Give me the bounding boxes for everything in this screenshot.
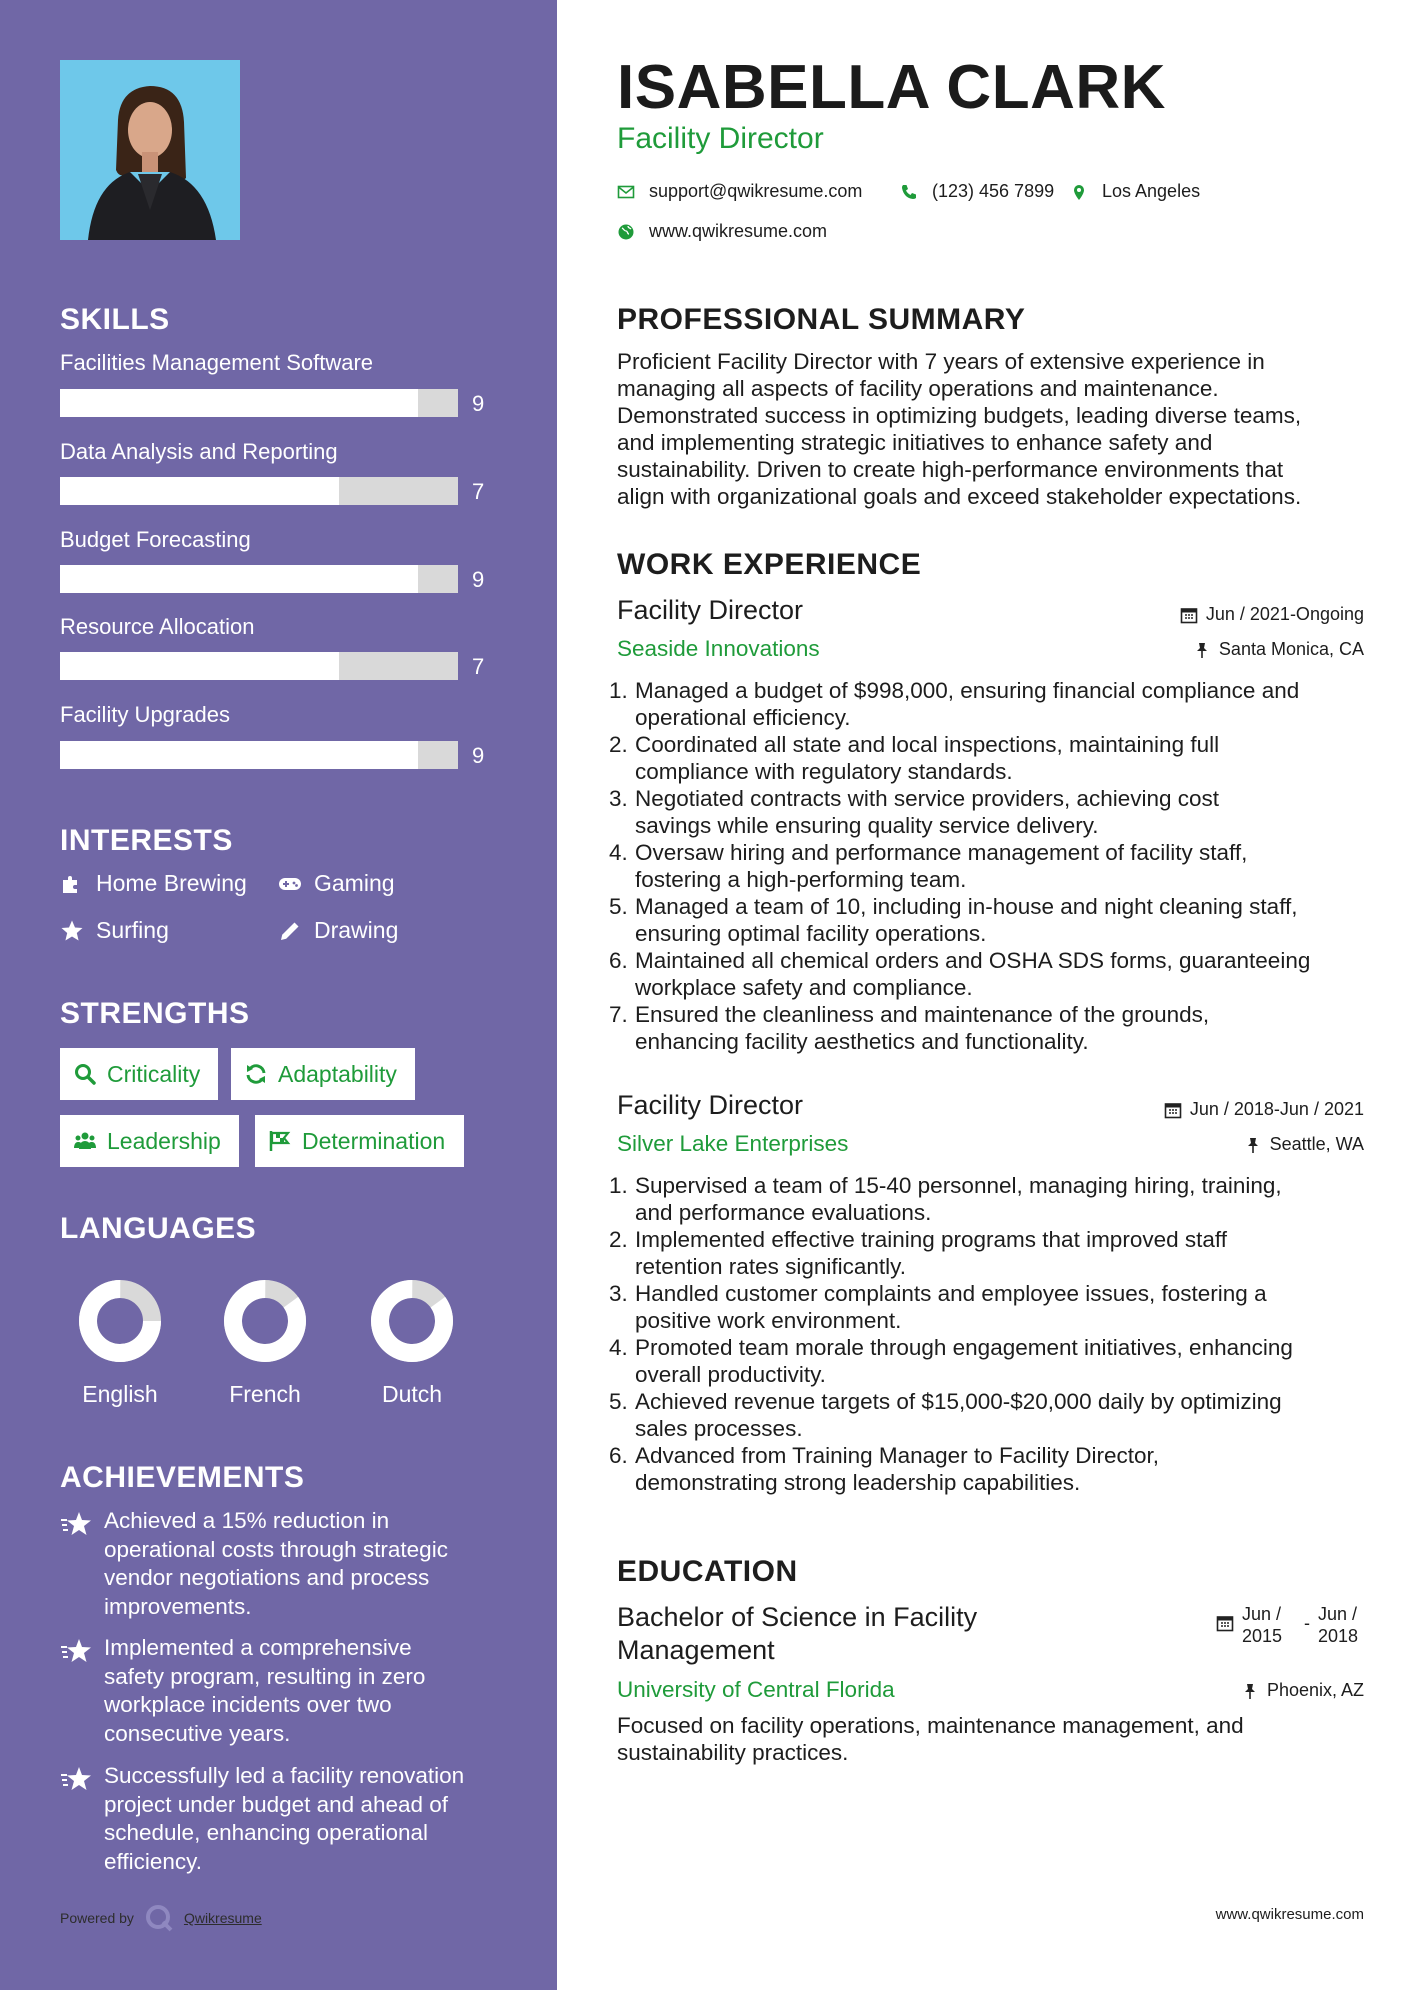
bullet-line: Coordinated all state and local inspections, maintaining full: [635, 732, 1220, 757]
calendar-icon: [1216, 1614, 1234, 1632]
globe-icon: [617, 223, 635, 241]
degree-line: Bachelor of Science in Facility: [617, 1602, 978, 1632]
achievement-text: [104, 1634, 504, 1748]
bullet-number: 6.: [609, 1443, 628, 1468]
skill-level: 9: [472, 743, 485, 768]
strength-label: Leadership: [107, 1127, 221, 1154]
candidate-role: Facility Director: [617, 122, 824, 155]
achievements-heading: ACHIEVEMENTS: [60, 1461, 305, 1494]
bullet-number: 2.: [609, 1227, 628, 1252]
bullet-item: [609, 677, 1369, 731]
skill-bar-track: [60, 389, 458, 417]
skill-bar-fill: [60, 652, 339, 680]
phone-text[interactable]: (123) 456 7899: [932, 181, 1055, 201]
main-content: [557, 0, 1407, 1990]
summary-line: and implementing strategic initiatives to enhance safety and: [617, 430, 1213, 455]
refresh-icon: [244, 1062, 268, 1086]
bullet-line: workplace safety and compliance.: [635, 975, 973, 1000]
summary-line: Proficient Facility Director with 7 years of extensive experience in: [617, 349, 1265, 374]
contact-location: [1070, 181, 1200, 202]
sidebar: [0, 0, 557, 1990]
date-line: 2018: [1318, 1626, 1359, 1646]
achievement-line: consecutive years.: [104, 1720, 291, 1746]
bullet-line: Negotiated contracts with service providers, achieving cost: [635, 786, 1220, 811]
job-title: Facility Director: [617, 1090, 804, 1120]
achievement-line: safety program, resulting in zero: [104, 1663, 426, 1689]
interest-item: [278, 917, 398, 944]
powered-by: [60, 1903, 262, 1933]
star-trophy-icon: [60, 1511, 92, 1539]
education-location: [1241, 1680, 1364, 1701]
pencil-icon: [278, 919, 302, 943]
bullet-item: [609, 1226, 1369, 1280]
education-location-text: Phoenix, AZ: [1266, 1680, 1364, 1700]
bullet-item: [609, 839, 1369, 893]
bullet-line: Maintained all chemical orders and OSHA SDS forms, guaranteeing: [635, 948, 1311, 973]
pushpin-icon: [1193, 641, 1211, 659]
search-icon: [73, 1062, 97, 1086]
date-separator: -: [1304, 1613, 1310, 1633]
bullet-number: 4.: [609, 840, 628, 865]
skill-name: Resource Allocation: [60, 614, 255, 639]
bullet-line: Advanced from Training Manager to Facility Director,: [635, 1443, 1159, 1468]
education-end: [1318, 1603, 1364, 1647]
bullet-line: Handled customer complaints and employee issues, fostering a: [635, 1281, 1267, 1306]
flag-icon: [268, 1129, 292, 1153]
skill-bar-fill: [60, 565, 418, 593]
education-description-line: Focused on facility operations, maintenance management, and: [617, 1713, 1244, 1738]
bullet-number: 7.: [609, 1002, 628, 1027]
bullet-line: demonstrating strong leadership capabilities.: [635, 1470, 1081, 1495]
education-description-line: sustainability practices.: [617, 1740, 849, 1765]
skill-name: Facilities Management Software: [60, 350, 374, 375]
star-icon: [60, 919, 84, 943]
bullet-line: positive work environment.: [635, 1308, 902, 1333]
website-text[interactable]: www.qwikresume.com: [649, 221, 828, 241]
strength-badge: [255, 1115, 464, 1167]
bullet-number: 5.: [609, 894, 628, 919]
bullet-item: [609, 1334, 1369, 1388]
bullet-line: Supervised a team of 15-40 personnel, managing hiring, training,: [635, 1173, 1282, 1198]
skill-name: Budget Forecasting: [60, 527, 251, 552]
bullet-item: [609, 1388, 1369, 1442]
contact-email: [617, 181, 862, 202]
achievement-line: Successfully led a facility renovation: [104, 1763, 465, 1788]
powered-by-link[interactable]: Qwikresume: [183, 1910, 262, 1926]
bullet-number: 1.: [609, 678, 628, 703]
job-location: [1193, 639, 1364, 660]
skill-bar-track: [60, 565, 458, 593]
interest-item: [60, 917, 169, 944]
bullet-line: Implemented effective training programs that improved staff: [635, 1227, 1227, 1252]
bullet-line: Managed a budget of $998,000, ensuring financial compliance and: [635, 678, 1300, 703]
strength-label: Determination: [302, 1127, 446, 1154]
date-line: Jun /: [1318, 1604, 1358, 1624]
skill-name: Facility Upgrades: [60, 702, 230, 727]
bullet-number: 5.: [609, 1389, 628, 1414]
interest-label: Gaming: [314, 870, 395, 896]
bullet-line: Achieved revenue targets of $15,000-$20,000 daily by optimizing: [635, 1389, 1282, 1414]
strength-label: Criticality: [107, 1060, 201, 1087]
summary-text: [617, 348, 1367, 510]
strength-badge: [231, 1048, 415, 1100]
bullet-line: overall productivity.: [635, 1362, 826, 1387]
interest-label: Surfing: [96, 917, 169, 943]
contact-website: [617, 221, 827, 242]
summary-line: align with organizational goals and exceed stakeholder expectations.: [617, 484, 1302, 509]
job-location-text: Santa Monica, CA: [1218, 639, 1364, 659]
education-heading: EDUCATION: [617, 1555, 798, 1588]
bullet-line: operational efficiency.: [635, 705, 851, 730]
footer-url[interactable]: www.qwikresume.com: [1215, 1906, 1364, 1923]
bullet-item: [609, 1172, 1369, 1226]
school-name: University of Central Florida: [617, 1677, 895, 1702]
interests-heading: INTERESTS: [60, 824, 233, 857]
bullet-number: 6.: [609, 948, 628, 973]
bullet-item: [609, 731, 1369, 785]
achievement-line: operational costs through strategic: [104, 1536, 448, 1562]
bullet-item: [609, 1280, 1369, 1334]
achievement-line: workplace incidents over two: [104, 1692, 392, 1717]
skill-level: 7: [472, 479, 485, 504]
strength-label: Adaptability: [278, 1060, 397, 1087]
languages-heading: LANGUAGES: [60, 1212, 257, 1245]
star-trophy-icon: [60, 1766, 92, 1794]
language-name: French: [229, 1381, 301, 1407]
bullet-number: 2.: [609, 732, 628, 757]
language-ring: [369, 1278, 455, 1364]
job-bullets: [609, 677, 1369, 1055]
powered-by-label: Powered by: [60, 1910, 134, 1926]
strengths-heading: STRENGTHS: [60, 997, 250, 1030]
candidate-name: ISABELLA CLARK: [617, 53, 1166, 122]
contact-phone: [900, 181, 1054, 202]
interest-item: [60, 870, 247, 897]
language-name: English: [82, 1381, 158, 1407]
calendar-icon: [1180, 606, 1198, 624]
bullet-line: sales processes.: [635, 1416, 803, 1441]
skill-bar-track: [60, 477, 458, 505]
skill-level: 9: [472, 567, 485, 592]
date-line: Jun /: [1242, 1604, 1282, 1624]
skill-bar-track: [60, 652, 458, 680]
summary-line: managing all aspects of facility operations and maintenance.: [617, 376, 1219, 401]
degree-title: [617, 1601, 977, 1667]
location-text: Los Angeles: [1102, 181, 1201, 201]
job-bullets: [609, 1172, 1369, 1496]
company-name: Silver Lake Enterprises: [617, 1131, 849, 1156]
bullet-item: [609, 1001, 1369, 1055]
summary-heading: PROFESSIONAL SUMMARY: [617, 303, 1026, 336]
users-icon: [73, 1129, 97, 1153]
achievement-line: vendor negotiations and process: [104, 1565, 430, 1590]
bullet-number: 4.: [609, 1335, 628, 1360]
skill-bar-track: [60, 741, 458, 769]
achievement-line: Implemented a comprehensive: [104, 1635, 412, 1660]
achievement-line: improvements.: [104, 1593, 252, 1619]
bullet-line: compliance with regulatory standards.: [635, 759, 1013, 784]
job-location-text: Seattle, WA: [1269, 1134, 1364, 1154]
skill-bar-fill: [60, 741, 418, 769]
bullet-line: retention rates significantly.: [635, 1254, 906, 1279]
job-title: Facility Director: [617, 595, 804, 625]
skill-name: Data Analysis and Reporting: [60, 439, 338, 464]
strength-badge: [60, 1115, 239, 1167]
strength-badge: [60, 1048, 218, 1100]
star-trophy-icon: [60, 1638, 92, 1666]
achievement-line: schedule, enhancing operational: [104, 1820, 428, 1845]
company-name: Seaside Innovations: [617, 636, 820, 661]
language-ring: [222, 1278, 308, 1364]
bullet-line: Managed a team of 10, including in-house and night cleaning staff,: [635, 894, 1298, 919]
skill-bar-fill: [60, 477, 339, 505]
bullet-line: Oversaw hiring and performance management of facility staff,: [635, 840, 1248, 865]
gamepad-icon: [278, 872, 302, 896]
envelope-icon: [617, 183, 635, 201]
interest-label: Home Brewing: [96, 870, 247, 896]
skill-level: 9: [472, 391, 485, 416]
skill-bar-fill: [60, 389, 418, 417]
job-dates: [1164, 1099, 1364, 1120]
date-line: 2015: [1242, 1626, 1283, 1646]
bullet-line: ensuring optimal facility operations.: [635, 921, 987, 946]
bullet-line: Promoted team morale through engagement initiatives, enhancing: [635, 1335, 1293, 1360]
bullet-line: savings while ensuring quality service delivery.: [635, 813, 1099, 838]
language-name: Dutch: [381, 1381, 443, 1407]
bullet-number: 3.: [609, 786, 628, 811]
bullet-line: enhancing facility aesthetics and functionality.: [635, 1029, 1089, 1054]
achievement-line: efficiency.: [104, 1848, 202, 1874]
achievement-text: [104, 1507, 504, 1621]
achievement-line: Achieved a 15% reduction in: [104, 1508, 390, 1533]
education-start: [1242, 1603, 1296, 1647]
language-ring: [77, 1278, 163, 1364]
profile-photo: [60, 60, 240, 240]
achievement-text: [104, 1762, 504, 1876]
interest-item: [278, 870, 395, 897]
education-dates: [1216, 1603, 1364, 1647]
bullet-item: [609, 785, 1369, 839]
summary-line: Demonstrated success in optimizing budgets, leading diverse teams,: [617, 403, 1302, 428]
email-text[interactable]: support@qwikresume.com: [649, 181, 863, 201]
summary-line: sustainability. Driven to create high-performance environments that: [617, 457, 1284, 482]
bullet-number: 3.: [609, 1281, 628, 1306]
pushpin-icon: [1241, 1682, 1259, 1700]
job-dates-text: Jun / 2018-Jun / 2021: [1189, 1099, 1364, 1119]
skills-heading: SKILLS: [60, 303, 170, 336]
bullet-item: [609, 947, 1369, 1001]
map-pin-icon: [1070, 183, 1088, 201]
bullet-item: [609, 893, 1369, 947]
calendar-icon: [1164, 1101, 1182, 1119]
bullet-number: 1.: [609, 1173, 628, 1198]
person-portrait-icon: [60, 60, 240, 240]
job-dates: [1180, 604, 1364, 625]
interest-label: Drawing: [314, 917, 399, 943]
pushpin-icon: [1244, 1136, 1262, 1154]
puzzle-icon: [60, 872, 84, 896]
bullet-line: Ensured the cleanliness and maintenance of the grounds,: [635, 1002, 1210, 1027]
experience-heading: WORK EXPERIENCE: [617, 548, 922, 581]
job-location: [1244, 1134, 1364, 1155]
phone-icon: [900, 183, 918, 201]
degree-line: Management: [617, 1635, 775, 1665]
bullet-line: fostering a high-performing team.: [635, 867, 967, 892]
achievement-line: project under budget and ahead of: [104, 1791, 449, 1817]
qwikresume-logo-icon: [144, 1903, 174, 1933]
education-description: [617, 1712, 1347, 1766]
bullet-item: [609, 1442, 1369, 1496]
bullet-line: and performance evaluations.: [635, 1200, 932, 1225]
job-dates-text: Jun / 2021-Ongoing: [1205, 604, 1364, 624]
skill-level: 7: [472, 654, 485, 679]
